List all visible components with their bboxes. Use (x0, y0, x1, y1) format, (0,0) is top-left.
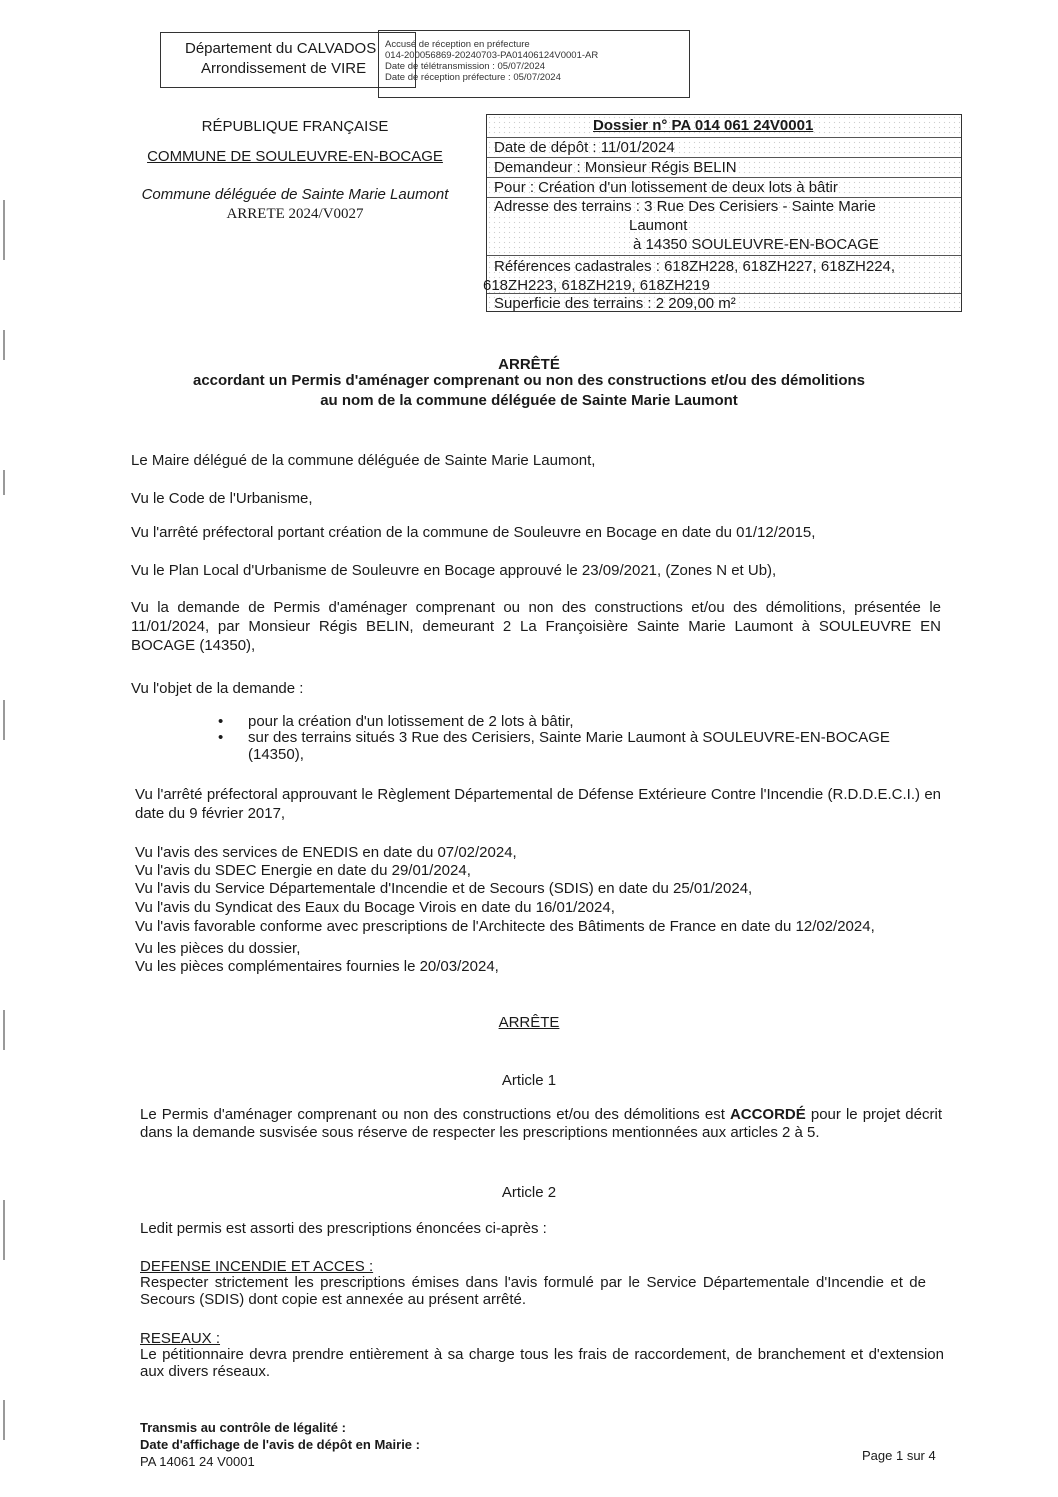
dossier-number: Dossier n° PA 014 061 24V0001 (593, 117, 814, 134)
vu-avis: Vu l'avis du SDEC Energie en date du 29/01/2024, (135, 862, 471, 879)
scan-mark (3, 470, 5, 495)
footer-transmis: Transmis au contrôle de légalité : (140, 1420, 346, 1435)
stamp-line: Date de télétransmission : 05/07/2024 (385, 61, 546, 72)
footer-reference: PA 14061 24 V0001 (140, 1454, 255, 1469)
defense-heading: DEFENSE INCENDIE ET ACCES : (140, 1258, 374, 1275)
article-2-title: Article 2 (501, 1184, 557, 1201)
republic-heading: RÉPUBLIQUE FRANÇAISE (201, 118, 389, 135)
adresse-line: à 14350 SOULEUVRE-EN-BOCAGE (633, 236, 879, 253)
vu-plu: Vu le Plan Local d'Urbanisme de Souleuvre en Bocage approuvé le 23/09/2021, (Zones N et Ub), (131, 562, 777, 579)
pour: Pour : Création d'un lotissement de deux lots à bâtir (494, 179, 838, 196)
references-line: Références cadastrales : 618ZH228, 618ZH227, 618ZH224, (494, 258, 896, 275)
vu-avis: Vu l'avis du Service Départementale d'Incendie et de Secours (SDIS) en date du 25/01/2024, (135, 880, 753, 897)
article-2-intro: Ledit permis est assorti des prescriptions énoncées ci-après : (140, 1220, 547, 1237)
commune-deleguee: Commune déléguée de Sainte Marie Laumont (141, 186, 449, 203)
demandeur: Demandeur : Monsieur Régis BELIN (494, 159, 737, 176)
scan-mark (3, 1200, 5, 1260)
stamp-line: Date de réception préfecture : 05/07/2024 (385, 72, 561, 83)
date-depot: Date de dépôt : 11/01/2024 (494, 139, 675, 156)
vu-demande: Vu la demande de Permis d'aménager comprenant ou non des constructions et/ou des démolitions, présentée le 11/01/2024, par Monsieur Régis BELIN, demeurant 2 La Françoisière Sainte Marie Laumont à SOULEUVRE EN BOCAGE (14350), (131, 599, 941, 654)
adresse-line: Adresse des terrains : 3 Rue Des Cerisiers - Sainte Marie (494, 198, 876, 215)
references-line: 618ZH223, 618ZH219, 618ZH219 (483, 277, 710, 294)
accorde-text: ACCORDÉ (729, 1106, 806, 1123)
commune-heading: COMMUNE DE SOULEUVRE-EN-BOCAGE (147, 148, 443, 165)
bullet-icon: • (218, 729, 224, 746)
vu-prefectoral: Vu l'arrêté préfectoral portant création de la commune de Souleuvre en Bocage en date du 01/12/2015, (131, 524, 816, 541)
reseaux-heading: RESEAUX : (140, 1330, 221, 1347)
arrete-subtitle: au nom de la commune déléguée de Sainte Marie Laumont (320, 392, 738, 409)
scan-mark (3, 1400, 5, 1440)
vu-avis: Vu l'avis du Syndicat des Eaux du Bocage Virois en date du 16/01/2024, (135, 899, 615, 916)
maire-line: Le Maire délégué de la commune déléguée de Sainte Marie Laumont, (131, 452, 596, 469)
arrete-number: ARRETE 2024/V0027 (226, 206, 364, 222)
scan-mark (3, 200, 5, 260)
list-item (218, 729, 948, 763)
page-number: Page 1 sur 4 (862, 1448, 936, 1463)
list-item (218, 713, 948, 730)
bullet-icon: • (218, 713, 224, 730)
vu-rddeci: Vu l'arrêté préfectoral approuvant le Règlement Départemental de Défense Extérieure Contre l'Incendie (R.D.D.E.C.I.) en date du 9 février 2017, (135, 786, 941, 822)
bullet-text: sur des terrains situés 3 Rue des Cerisiers, Sainte Marie Laumont à SOULEUVRE-EN-BOCAGE (14350), (248, 729, 890, 763)
prefecture-stamp (378, 30, 690, 98)
stamp-line: Accusé de réception en préfecture (385, 39, 530, 50)
footer-affichage: Date d'affichage de l'avis de dépôt en Mairie : (140, 1437, 420, 1452)
vu-avis: Vu l'avis favorable conforme avec prescriptions de l'Architecte des Bâtiments de France en date du 12/02/2024, (135, 918, 875, 935)
reseaux-text: Le pétitionnaire devra prendre entièrement à sa charge tous les frais de raccordement, de branchement et d'extension aux divers réseaux. (140, 1346, 944, 1380)
article-1-title: Article 1 (501, 1072, 557, 1089)
defense-text: Respecter strictement les prescriptions émises dans l'avis formulé par le Service Départementale d'Incendie et de Secours (SDIS) dont copie est annexée au présent arrêté. (140, 1274, 926, 1308)
article-1-text: Le Permis d'aménager comprenant ou non des constructions et/ou des démolitions est ACCORDÉ pour le projet décrit dans la demande susvisée sous réserve de respecter les prescriptions mentionnées aux articles 2 à 5. (140, 1106, 942, 1141)
arrete-subtitle: accordant un Permis d'aménager comprenant ou non des constructions et/ou des démolitions (192, 372, 866, 389)
arrete-title: ARRÊTÉ (498, 356, 560, 373)
arrete-heading: ARRÊTE (498, 1014, 560, 1031)
arrondissement-line: Arrondissement de VIRE (201, 60, 367, 77)
superficie: Superficie des terrains : 2 209,00 m² (494, 295, 736, 312)
vu-avis: Vu les pièces complémentaires fournies le 20/03/2024, (135, 958, 499, 975)
vu-avis: Vu les pièces du dossier, (135, 940, 301, 957)
bullet-text: pour la création d'un lotissement de 2 lots à bâtir, (248, 713, 574, 730)
vu-code: Vu le Code de l'Urbanisme, (131, 490, 313, 507)
adresse-line: Laumont (629, 217, 688, 234)
department-line: Département du CALVADOS (185, 40, 377, 57)
scan-mark (3, 700, 5, 740)
stamp-line: 014-200056869-20240703-PA01406124V0001-AR (385, 50, 599, 61)
dossier-box (483, 114, 962, 312)
vu-objet: Vu l'objet de la demande : (131, 680, 304, 697)
vu-avis: Vu l'avis des services de ENEDIS en date du 07/02/2024, (135, 844, 517, 861)
